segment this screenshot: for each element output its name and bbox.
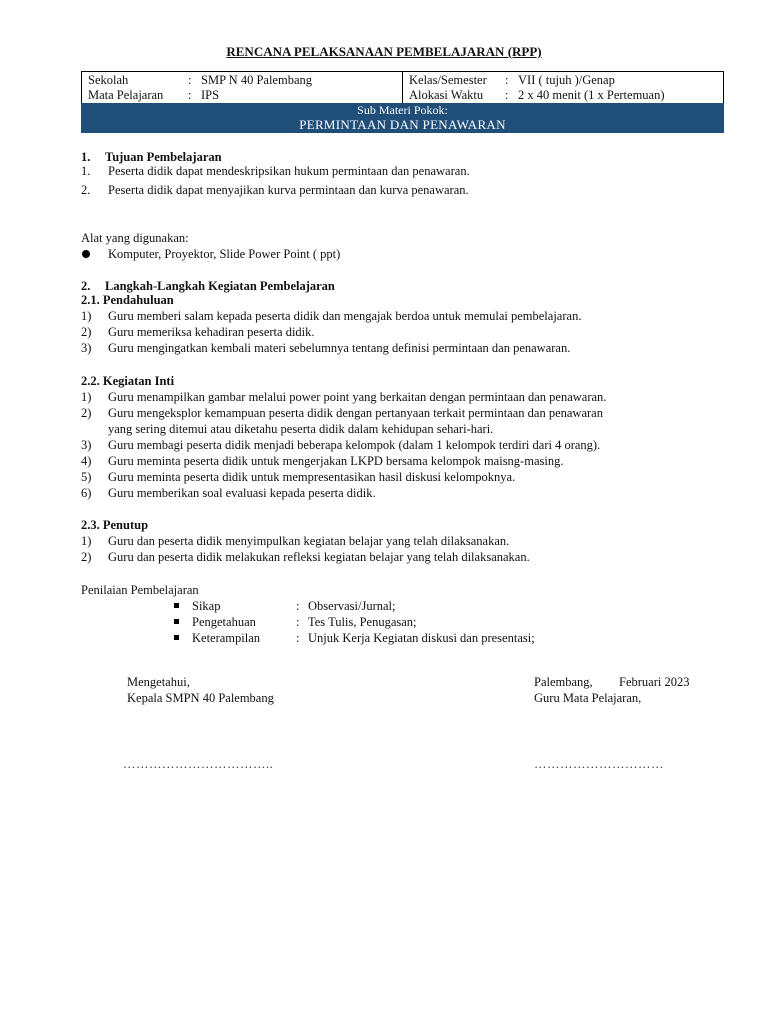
inti-heading: 2.2. Kegiatan Inti	[81, 374, 175, 388]
alat-label: Alat yang digunakan:	[81, 231, 189, 245]
info-row-2	[88, 88, 708, 103]
item-number: 3)	[81, 341, 92, 355]
alat-item-text: Komputer, Proyektor, Slide Power Point ( ppt)	[108, 247, 341, 261]
signature-right-dots: …………………………	[534, 757, 664, 771]
penilaian-label: Penilaian Pembelajaran	[81, 583, 199, 597]
signature-left-line2: Kepala SMPN 40 Palembang	[127, 691, 274, 705]
langkah-heading-text: Langkah-Langkah Kegiatan Pembelajaran	[105, 279, 335, 293]
item-text: Guru membagi peserta didik menjadi beberapa kelompok (dalam 1 kelompok terdiri dari 4 orang).	[108, 438, 601, 452]
pendahuluan-heading: 2.1. Pendahuluan	[81, 293, 174, 307]
penilaian-item-sep: :	[296, 599, 300, 613]
tujuan-heading-num: 1.	[81, 150, 91, 164]
item-number: 5)	[81, 470, 92, 484]
item-number: 3)	[81, 438, 92, 452]
kelas-value: VII ( tujuh )/Genap	[518, 73, 615, 87]
mapel-label: Mata Pelajaran	[88, 88, 164, 102]
sub-materi-banner	[81, 103, 724, 133]
penilaian-item-sep: :	[296, 615, 300, 629]
item-number: 2)	[81, 406, 92, 420]
item-text: Guru mengingatkan kembali materi sebelumnya tentang definisi permintaan dan penawaran.	[108, 341, 571, 355]
signature-left-dots: ……………………………..	[123, 757, 274, 771]
penilaian-item-value: Tes Tulis, Penugasan;	[308, 615, 417, 629]
item-number: 4)	[81, 454, 92, 468]
item-text: Guru dan peserta didik menyimpulkan kegiatan belajar yang telah dilaksanakan.	[108, 534, 510, 548]
item-text: Peserta didik dapat mendeskripsikan hukum permintaan dan penawaran.	[108, 164, 470, 178]
square-bullet-icon	[174, 603, 179, 608]
item-text: Guru meminta peserta didik untuk mempresentasikan hasil diskusi kelompoknya.	[108, 470, 516, 484]
alokasi-label: Alokasi Waktu	[409, 88, 484, 102]
item-text: Guru memeriksa kehadiran peserta didik.	[108, 325, 315, 339]
signature-right-place: Palembang,	[534, 675, 593, 689]
penilaian-item-sep: :	[296, 631, 300, 645]
signature-left-line1: Mengetahui,	[127, 675, 190, 689]
kelas-label: Kelas/Semester	[409, 73, 487, 87]
signature-right-line2: Guru Mata Pelajaran,	[534, 691, 642, 705]
item-number: 2.	[81, 183, 91, 197]
item-text: Guru menampilkan gambar melalui power point yang berkaitan dengan permintaan dan penawaran.	[108, 390, 607, 404]
item-text: Peserta didik dapat menyajikan kurva permintaan dan kurva penawaran.	[108, 183, 469, 197]
penilaian-item-value: Unjuk Kerja Kegiatan diskusi dan presentasi;	[308, 631, 535, 645]
sekolah-sep: :	[188, 73, 192, 87]
penutup-heading: 2.3. Penutup	[81, 518, 149, 532]
mapel-sep: :	[188, 88, 192, 102]
penilaian-item-label: Pengetahuan	[192, 615, 256, 629]
item-number: 6)	[81, 486, 92, 500]
square-bullet-icon	[174, 619, 179, 624]
signature-right-date: Februari 2023	[619, 675, 690, 689]
bullet-icon	[82, 250, 90, 258]
sub-materi-title: PERMINTAAN DAN PENAWARAN	[299, 117, 506, 132]
sekolah-value: SMP N 40 Palembang	[201, 73, 312, 87]
info-row-1	[88, 73, 708, 88]
square-bullet-icon	[174, 635, 179, 640]
penilaian-item-label: Keterampilan	[192, 631, 261, 645]
mapel-value: IPS	[201, 88, 220, 102]
langkah-heading-num: 2.	[81, 279, 91, 293]
item-number: 1.	[81, 164, 91, 178]
item-text: Guru dan peserta didik melakukan refleksi kegiatan belajar yang telah dilaksanakan.	[108, 550, 530, 564]
kelas-sep: :	[505, 73, 509, 87]
document-title: RENCANA PELAKSANAAN PEMBELAJARAN (RPP)	[226, 44, 542, 59]
info-table	[81, 71, 724, 104]
item-text: yang sering ditemui atau diketahu peserta didik dalam kehidupan sehari-hari.	[108, 422, 494, 436]
tujuan-heading-text: Tujuan Pembelajaran	[105, 150, 222, 164]
sekolah-label: Sekolah	[88, 73, 129, 87]
alokasi-sep: :	[505, 88, 509, 102]
item-text: Guru mengeksplor kemampuan peserta didik dengan pertanyaan terkait permintaan dan penawaran	[108, 406, 603, 420]
penilaian-item-label: Sikap	[192, 599, 221, 613]
penilaian-item-value: Observasi/Jurnal;	[308, 599, 396, 613]
item-text: Guru memberi salam kepada peserta didik dan mengajak berdoa untuk memulai pembelajaran.	[108, 309, 582, 323]
item-number: 2)	[81, 550, 92, 564]
item-text: Guru memberikan soal evaluasi kepada peserta didik.	[108, 486, 376, 500]
item-number: 2)	[81, 325, 92, 339]
item-number: 1)	[81, 390, 92, 404]
item-text: Guru meminta peserta didik untuk mengerjakan LKPD bersama kelompok maisng-masing.	[108, 454, 564, 468]
sub-materi-label: Sub Materi Pokok:	[357, 103, 448, 117]
alokasi-value: 2 x 40 menit (1 x Pertemuan)	[518, 88, 665, 102]
item-number: 1)	[81, 534, 92, 548]
item-number: 1)	[81, 309, 92, 323]
